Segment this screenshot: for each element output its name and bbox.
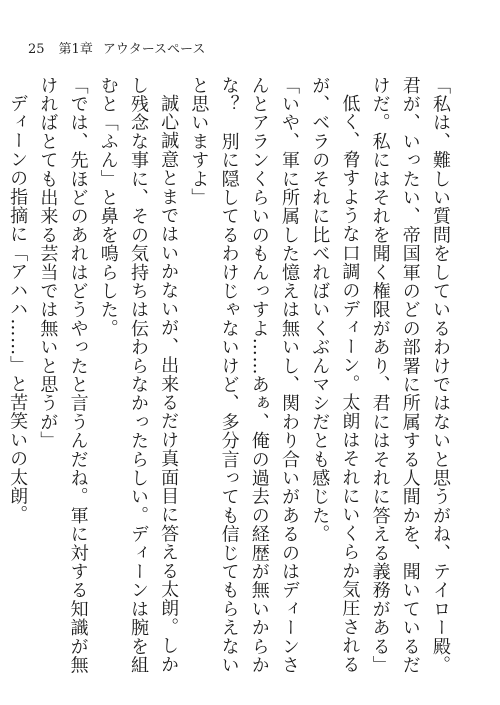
vertical-body-text — [7, 76, 455, 686]
chapter-number: 第1章 — [58, 42, 93, 57]
chapter-title: アウタースペース — [102, 42, 206, 57]
running-header — [28, 38, 205, 57]
paragraph — [0, 76, 2, 686]
paragraph: 「私は、難しい質問をしているわけではないと思うがね、テイロー殿。君が、いったい、帝国軍のどの部署に所属する人間かを、聞いているだけだ。私にはそれを聞く権限があり、君にはそれに答える義務がある」 — [369, 76, 451, 675]
chapter-heading — [59, 38, 206, 57]
paragraph: 「では、先ほどのあれはどうやったと言うんだね。軍に対する知識が無ければとても出来る芸当では無いと思うが」 — [37, 76, 89, 675]
paragraph: ディーンの指摘に「アハハ……」と苦笑いの太朗。 — [7, 94, 29, 525]
page-number: 25 — [28, 42, 45, 57]
paragraph: 低く、脅すような口調のディーン。太朗はそれにいくらか気圧されるが、ベラのそれに比べればいくぶんマシだとも感じた。 — [309, 76, 361, 674]
paragraph: 「いや、軍に所属した憶えは無いし、関わり合いがあるのはディーンさんとアランくらいのもんっすよ……あぁ、俺の過去の経歴が無いからかな？ 別に隠してるわけじゃないけど、多分言っても信じてもらえないと思いますよ」 — [188, 76, 300, 675]
paragraph: 誠心誠意とまではいかないが、出来るだけ真面目に答える太朗。しかし残念な事に、その気持ちは伝わらなかったらしい。ディーンは腕を組むと「ふん」と鼻を鳴らした。 — [97, 76, 180, 675]
